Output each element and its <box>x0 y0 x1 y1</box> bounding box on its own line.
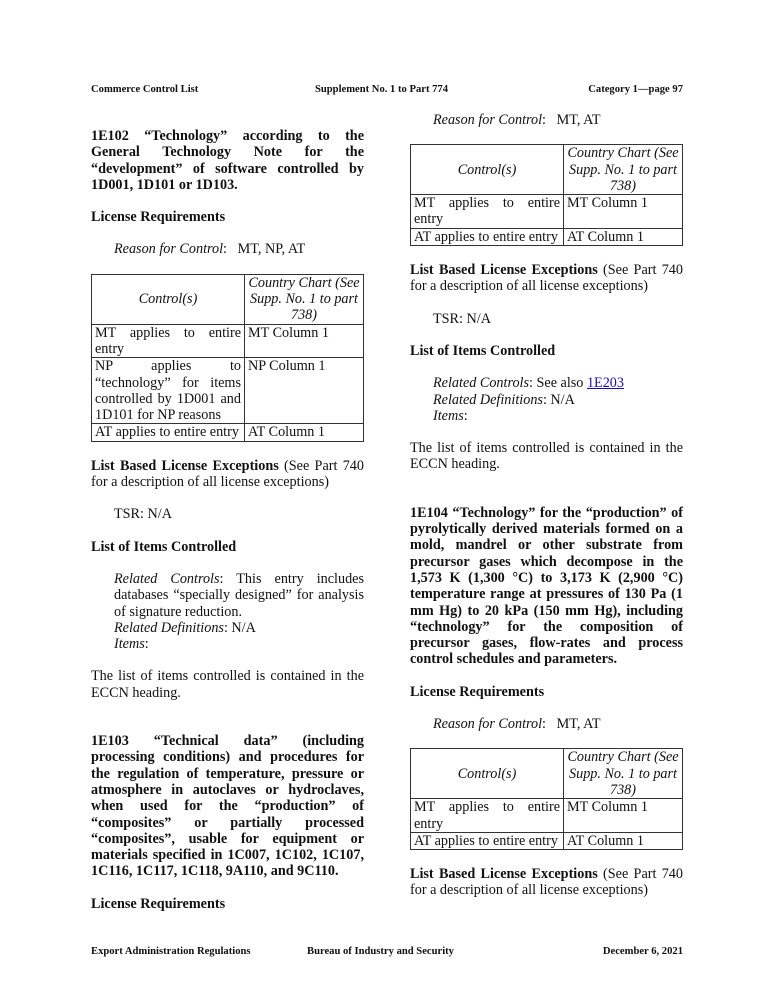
license-requirements-heading: License Requirements <box>91 209 226 226</box>
reason-value: MT, AT <box>556 112 601 128</box>
list-based-license-exceptions <box>410 262 683 295</box>
header-center: Supplement No. 1 to Part 774 <box>315 84 449 95</box>
table-row <box>411 799 683 833</box>
items-value: : <box>463 407 468 424</box>
related-controls-label: Related Controls <box>433 375 530 392</box>
reason-value: MT, NP, AT <box>237 241 306 258</box>
list-based-license-exceptions <box>410 866 683 899</box>
control-table-1e102 <box>91 274 364 442</box>
list-based-license-exceptions <box>91 458 364 491</box>
table-cell-chart: MT Column 1 <box>564 195 683 229</box>
table-cell-control: MT applies to entire entry <box>411 799 564 833</box>
table-header-controls: Control(s) <box>411 749 564 799</box>
items-controlled-heading: List of Items Controlled <box>410 342 556 359</box>
items-text: The list of items controlled is contained in the ECCN heading. <box>410 440 683 473</box>
reason-for-control: Reason for Control: MT, NP, AT <box>114 241 306 258</box>
link-1e203[interactable]: 1E203 <box>586 375 624 392</box>
related-controls <box>91 571 364 620</box>
footer-left: Export Administration Regulations <box>91 946 251 957</box>
entry-heading-1e102: 1E102 “Technology” according to the General Technology Note for the “development” of software controlled by 1D001, 1D101 or 1D103. <box>91 128 364 193</box>
items-controlled-heading: List of Items Controlled <box>91 538 237 555</box>
table-cell-control: MT applies to entire entry <box>411 195 564 229</box>
items <box>410 408 683 424</box>
related-definitions <box>91 620 364 636</box>
reason-label: Reason for Control <box>433 112 543 128</box>
table-row <box>92 358 364 424</box>
related-controls-label: Related Controls <box>114 570 220 587</box>
left-column <box>91 128 364 912</box>
items-label: Items <box>114 636 145 653</box>
table-cell-chart: AT Column 1 <box>564 228 683 245</box>
related-controls-value: : This entry includes databases “specially designed” for analysis of signature reduction. <box>114 570 364 620</box>
tsr-value: TSR: N/A <box>114 506 172 523</box>
license-requirements-heading: License Requirements <box>91 895 226 912</box>
license-requirements-heading: License Requirements <box>410 683 545 700</box>
table-row <box>411 228 683 245</box>
lble-text: (See Part 740 for a description of all license exceptions) <box>410 866 683 899</box>
right-column <box>410 112 683 899</box>
items-label: Items <box>433 407 464 424</box>
table-cell-chart: NP Column 1 <box>245 358 364 424</box>
items-value: : <box>144 636 149 653</box>
lble-title: List Based License Exceptions <box>410 866 598 883</box>
reason-label: Reason for Control <box>114 241 224 258</box>
related-definitions-label: Related Definitions <box>114 619 224 636</box>
control-table-1e103 <box>410 144 683 246</box>
table-cell-control: AT applies to entire entry <box>411 832 564 849</box>
related-definitions-value: : N/A <box>542 391 575 408</box>
table-row <box>411 832 683 849</box>
related-definitions <box>410 392 683 408</box>
table-cell-chart: MT Column 1 <box>245 324 364 358</box>
table-cell-control: AT applies to entire entry <box>92 424 245 441</box>
table-row <box>411 195 683 229</box>
footer-right: December 6, 2021 <box>602 946 683 957</box>
footer-center: Bureau of Industry and Security <box>307 946 454 957</box>
lble-title: List Based License Exceptions <box>91 457 279 474</box>
table-cell-control: MT applies to entire entry <box>92 324 245 358</box>
entry-heading-1e103: 1E103 “Technical data” (including processing conditions) and procedures for the regulation of temperature, pressure or atmosphere in autoclaves or hydroclaves, when used for the “production” of “composites” or partially processed “composites”, usable for equipment or materials specified in 1C007, 1C102, 1C107, 1C116, 1C117, 1C118, 9A110, and 9C110. <box>91 733 364 880</box>
table-cell-chart: AT Column 1 <box>564 832 683 849</box>
control-table-1e104 <box>410 748 683 850</box>
table-header-country-chart: Country Chart (See Supp. No. 1 to part 738) <box>564 749 683 799</box>
table-header-country-chart: Country Chart (See Supp. No. 1 to part 738) <box>245 274 364 324</box>
lble-text: (See Part 740 for a description of all license exceptions) <box>91 457 364 491</box>
items-text: The list of items controlled is contained in the ECCN heading. <box>91 668 364 701</box>
reason-label: Reason for Control <box>433 716 543 733</box>
table-cell-chart: AT Column 1 <box>245 424 364 441</box>
table-row <box>92 324 364 358</box>
lble-title: List Based License Exceptions <box>410 262 598 279</box>
table-header-controls: Control(s) <box>411 145 564 195</box>
table-cell-control: NP applies to “technology” for items controlled by 1D001 and 1D101 for NP reasons <box>92 358 245 424</box>
items <box>91 636 364 652</box>
reason-for-control: Reason for Control: MT, AT <box>433 112 601 128</box>
entry-heading-1e104: 1E104 “Technology” for the “production” of pyrolytically derived materials formed on a mold, mandrel or other substrate from precursor gases which decompose in the 1,573 K (1,300 °C) to 3,173 K (2,900 °C) temperature range at pressures of 130 Pa (1 mm Hg) to 20 kPa (150 mm Hg), including “technology” for the composition of precursor gases, flow-rates and process control schedules and parameters. <box>410 504 683 668</box>
lble-text: (See Part 740 for a description of all license exceptions) <box>410 262 683 295</box>
related-controls-prefix: : See also <box>529 375 587 392</box>
table-header-controls: Control(s) <box>92 274 245 324</box>
related-definitions-label: Related Definitions <box>433 391 543 408</box>
header-left: Commerce Control List <box>91 84 199 95</box>
related-controls <box>410 375 683 391</box>
table-cell-control: AT applies to entire entry <box>411 228 564 245</box>
related-definitions-value: : N/A <box>223 619 256 636</box>
table-header-country-chart: Country Chart (See Supp. No. 1 to part 738) <box>564 145 683 195</box>
reason-for-control: Reason for Control: MT, AT <box>433 716 601 733</box>
tsr-value: TSR: N/A <box>433 310 491 327</box>
table-cell-chart: MT Column 1 <box>564 799 683 833</box>
table-row <box>92 424 364 441</box>
header-right: Category 1—page 97 <box>588 84 683 95</box>
reason-value: MT, AT <box>556 716 601 733</box>
